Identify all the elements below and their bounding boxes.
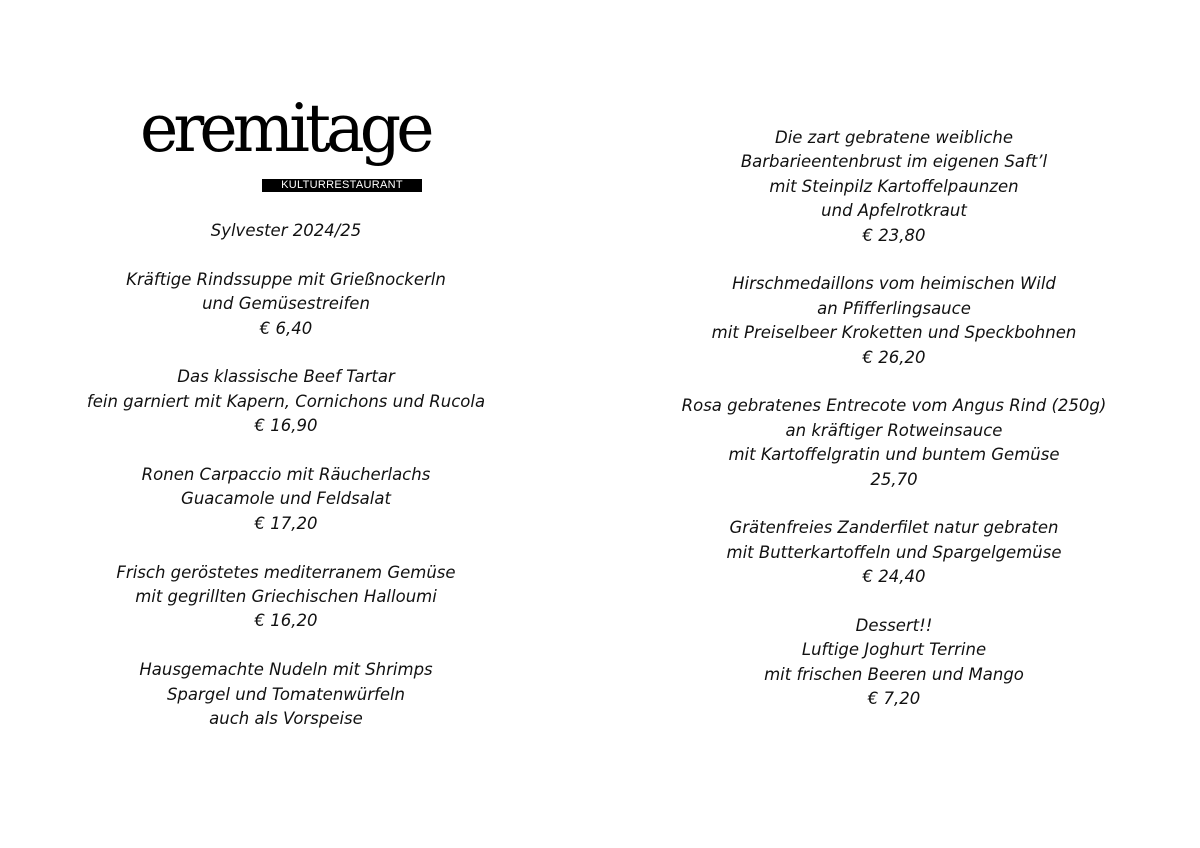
- dish-line: Das klassische Beef Tartar: [177, 367, 395, 387]
- menu-item: [46, 463, 526, 536]
- dish-line: und Gemüsestreifen: [202, 294, 370, 314]
- dish-line: Kräftige Rindssuppe mit Grießnockerln: [126, 269, 446, 289]
- dish-line: Guacamole und Feldsalat: [181, 489, 391, 509]
- restaurant-logo: [140, 90, 430, 200]
- dish-price: € 7,20: [867, 689, 921, 709]
- dish-price: € 17,20: [254, 513, 318, 533]
- menu-item: [640, 516, 1148, 589]
- dish-line: und Apfelrotkraut: [821, 201, 967, 221]
- dish-price: € 24,40: [862, 567, 926, 587]
- menu-item: [640, 394, 1148, 492]
- dish-line: mit Steinpilz Kartoffelpaunzen: [769, 176, 1019, 196]
- menu-item: [640, 272, 1148, 370]
- dish-price: € 16,20: [254, 611, 318, 631]
- dish-line: Luftige Joghurt Terrine: [801, 640, 987, 660]
- dish-price: € 6,40: [259, 318, 313, 338]
- dish-line: Ronen Carpaccio mit Räucherlachs: [141, 465, 431, 485]
- dish-line: an Pfifferlingsauce: [817, 298, 971, 318]
- dish-line: Barbarieentenbrust im eigenen Saft’l: [740, 152, 1048, 172]
- dish-line: an kräftiger Rotweinsauce: [785, 420, 1003, 440]
- menu-item: [46, 365, 526, 438]
- menu-item: [640, 614, 1148, 712]
- dish-line: Frisch geröstetes mediterranem Gemüse: [116, 562, 456, 582]
- dish-line: mit Butterkartoffeln und Spargelgemüse: [726, 542, 1062, 562]
- right-menu-column: [640, 126, 1148, 712]
- dish-price: € 16,90: [254, 416, 318, 436]
- dish-line: Grätenfreies Zanderfilet natur gebraten: [729, 518, 1059, 538]
- dish-price: 25,70: [870, 469, 918, 489]
- dish-line: Die zart gebratene weibliche: [775, 128, 1013, 147]
- dish-line: auch als Vorspeise: [209, 709, 363, 729]
- dish-line: Hausgemachte Nudeln mit Shrimps: [139, 660, 433, 680]
- logo-wordmark: eremitage: [140, 90, 430, 167]
- logo-tagline: KULTURRESTAURANT: [262, 179, 422, 192]
- dish-line: Hirschmedaillons vom heimischen Wild: [732, 274, 1056, 294]
- dish-price: € 23,80: [862, 225, 926, 245]
- menu-item: [640, 126, 1148, 248]
- event-title: Sylvester 2024/25: [210, 221, 362, 240]
- left-menu-column: [46, 219, 526, 731]
- dish-line: fein garniert mit Kapern, Cornichons und Rucola: [86, 391, 486, 411]
- menu-item: [46, 268, 526, 341]
- dish-line: mit gegrillten Griechischen Halloumi: [135, 587, 437, 607]
- menu-item: [46, 658, 526, 731]
- dish-line: mit Kartoffelgratin und buntem Gemüse: [728, 445, 1060, 465]
- dish-price: € 26,20: [862, 347, 926, 367]
- menu-item: [46, 561, 526, 634]
- dish-line: mit Preiselbeer Kroketten und Speckbohnen: [711, 323, 1077, 343]
- dessert-heading: Dessert!!: [855, 616, 933, 636]
- dish-line: mit frischen Beeren und Mango: [764, 664, 1024, 684]
- dish-line: Spargel und Tomatenwürfeln: [166, 684, 406, 704]
- dish-line: Rosa gebratenes Entrecote vom Angus Rind (250g): [681, 396, 1107, 416]
